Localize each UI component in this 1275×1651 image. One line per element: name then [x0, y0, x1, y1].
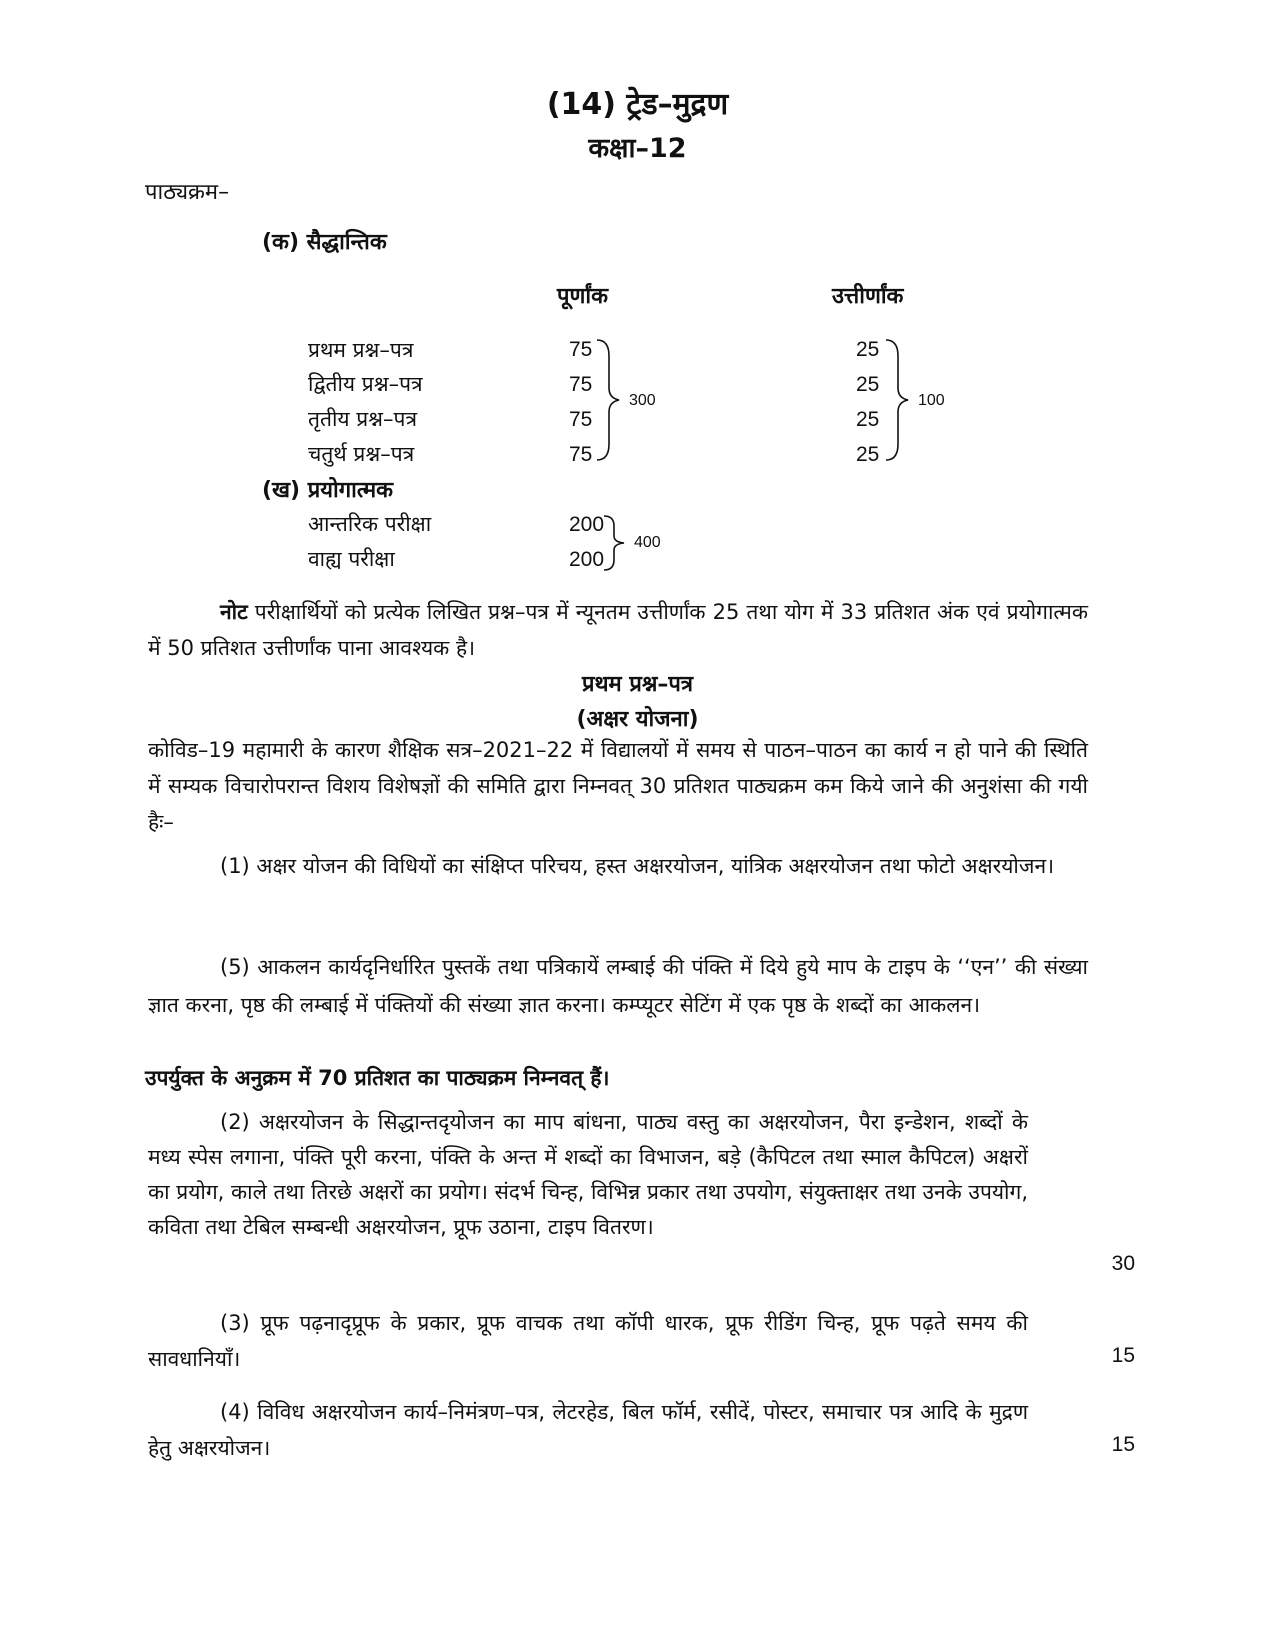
syllabus-item: (2) अक्षरयोजन के सिद्धान्तदृयोजन का माप बांधना, पाठ्य वस्तु का अक्षरयोजन, पैरा इन्डेशन, शब्दों के मध्य स्पेस लगाना, पंक्ति पूरी करना, पंक्ति के अन्त में शब्दों का विभाजन, बड़े (कैपिटल तथा स्माल कैपिटल) अक्षरों का प्रयोग, काले तथा तिरछे अक्षरों का प्रयोग। संदर्भ चिन्ह, विभिन्न प्रकार तथा उपयोग, संयुक्ताक्षर तथा उनके उपयोग, कविता तथा टेबिल सम्बन्धी अक्षरयोजन, प्रूफ उठाना, टाइप वितरण। — [148, 1110, 1028, 1239]
syllabus-label: पाठ्यक्रम– — [145, 180, 230, 205]
item-marks: 15 — [1111, 1344, 1135, 1367]
paper-name: प्रथम प्रश्न–पत्र — [308, 338, 414, 362]
item-marks: 15 — [1111, 1433, 1135, 1456]
pass-marks-value: 25 — [856, 373, 880, 396]
note-label: नोट — [220, 600, 248, 624]
paper1-title: प्रथम प्रश्न–पत्र — [581, 672, 694, 697]
theory-label: (क) सैद्धान्तिक — [262, 230, 387, 255]
full-marks-value: 75 — [569, 338, 593, 361]
class-label: कक्षा–12 — [588, 133, 687, 164]
pass-marks-brace — [884, 336, 914, 466]
full-marks-value: 75 — [569, 443, 593, 466]
paper1-subtitle: (अक्षर योजना) — [576, 707, 699, 732]
page-title: (14) ट्रेड–मुद्रण — [546, 87, 729, 122]
practical-marks-value: 200 — [569, 548, 605, 571]
pass-marks-value: 25 — [856, 443, 880, 466]
practical-marks-total: 400 — [634, 534, 661, 551]
pass-marks-value: 25 — [856, 408, 880, 431]
pass-marks-header: उत्तीर्णांक — [832, 284, 904, 309]
full-marks-brace — [595, 336, 625, 466]
note-paragraph — [148, 594, 1088, 666]
note-text: परीक्षार्थियों को प्रत्येक लिखित प्रश्न–पत्र में न्यूनतम उत्तीर्णांक 25 तथा योग में 33 प्रतिशत अंक एवं प्रयोगात्मक में 50 प्रतिशत उत्तीर्णांक पाना आवश्यक है। — [148, 600, 1088, 660]
exam-name: आन्तरिक परीक्षा — [308, 512, 432, 536]
item-marks: 30 — [1111, 1252, 1135, 1275]
covid-intro: कोविड–19 महामारी के कारण शैक्षिक सत्र–2021–22 में विद्यालयों में समय से पाठन–पाठन का कार्य न हो पाने की स्थिति में सम्यक विचारोपरान्त विशय विशेषज्ञों की समिति द्वारा निम्नवत् 30 प्रतिशत पाठ्यक्रम कम किये जाने की अनुशंसा की गयी हैः– — [148, 738, 1088, 834]
full-marks-value: 75 — [569, 408, 593, 431]
paper-name: तृतीय प्रश्न–पत्र — [308, 407, 418, 431]
full-marks-header: पूर्णांक — [557, 284, 608, 309]
practical-marks-brace — [602, 512, 632, 574]
pass-marks-value: 25 — [856, 338, 880, 361]
reduced-topic: (1) अक्षर योजन की विधियों का संक्षिप्त परिचय, हस्त अक्षरयोजन, यांत्रिक अक्षरयोजन तथा फोटो अक्षरयोजन। — [220, 854, 1055, 878]
paper-name: चतुर्थ प्रश्न–पत्र — [308, 442, 415, 466]
syllabus-item: (4) विविध अक्षरयोजन कार्य–निमंत्रण–पत्र, लेटरहेड, बिल फॉर्म, रसीदें, पोस्टर, समाचार पत्र आदि के मुद्रण हेतु अक्षरयोजन। — [148, 1400, 1028, 1460]
reduced-topic: (5) आकलन कार्यदृनिर्धारित पुस्तकें तथा पत्रिकायें लम्बाई की पंक्ति में दिये हुये माप के टाइप के ‘‘एन’’ की संख्या ज्ञात करना, पृष्ठ की लम्बाई में पंक्तियों की संख्या ज्ञात करना। कम्प्यूटर सेटिंग में एक पृष्ठ के शब्दों का आकलन। — [148, 955, 1088, 1017]
full-marks-total: 300 — [629, 392, 656, 409]
pass-marks-total: 100 — [918, 392, 945, 409]
remaining-syllabus-heading: उपर्युक्त के अनुक्रम में 70 प्रतिशत का पाठ्यक्रम निम्नवत् हैं। — [145, 1066, 610, 1090]
syllabus-item: (3) प्रूफ पढ़नादृप्रूफ के प्रकार, प्रूफ वाचक तथा कॉपी धारक, प्रूफ रीडिंग चिन्ह, प्रूफ पढ़ते समय की सावधानियाँ। — [148, 1311, 1028, 1371]
paper-name: द्वितीय प्रश्न–पत्र — [308, 372, 423, 396]
practical-label: (ख) प्रयोगात्मक — [262, 478, 394, 503]
full-marks-value: 75 — [569, 373, 593, 396]
exam-name: वाह्य परीक्षा — [308, 547, 395, 571]
practical-marks-value: 200 — [569, 513, 605, 536]
